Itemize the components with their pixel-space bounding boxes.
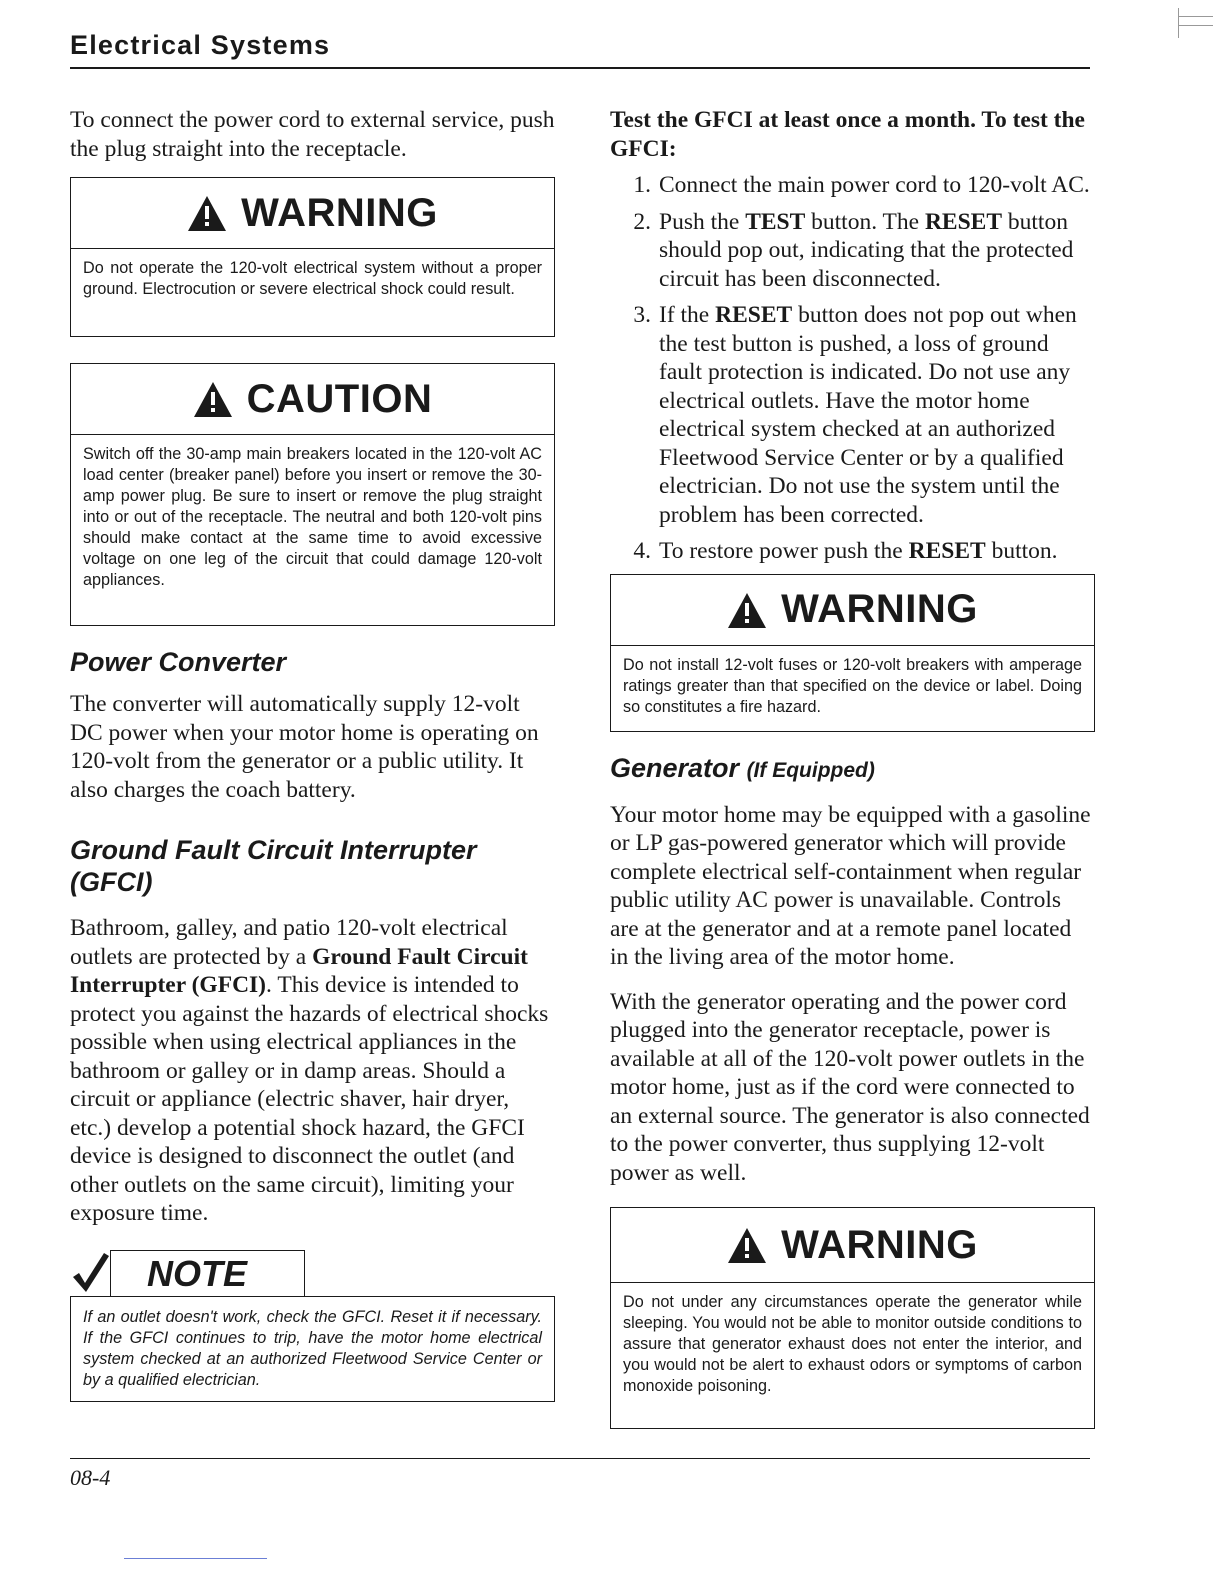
caution-text: Switch off the 30-amp main breakers located in the 120-volt AC load center (breaker panel) before you insert or remove the 30-amp power plug. Be sure to insert or remove the plug straight into or out of the receptacle. The neutral and both 120-volt pins should make contact at the same time to avoid excessive voltage on one leg of the circuit that could damage 120-volt appliances. [83, 445, 542, 589]
test-step [610, 537, 1095, 566]
step-text-part: If the [659, 302, 716, 328]
warning-box-header [611, 575, 1094, 646]
generator-heading-suffix: (If Equipped) [746, 758, 875, 782]
corner-mark [1178, 8, 1213, 38]
warning-box-header [71, 178, 554, 249]
warning-title: WARNING [781, 587, 978, 631]
warning-text: Do not operate the 120-volt electrical system without a proper ground. Electrocution or severe electrical shock could result. [83, 259, 542, 298]
warning-triangle-icon [193, 380, 233, 418]
note-label: NOTE [110, 1250, 305, 1296]
gfci-text-before: Bathroom, galley, and patio 120-volt electrical outlets are protected by a [70, 915, 508, 970]
step-emphasis: RESET [908, 538, 986, 564]
gfci-heading: Ground Fault Circuit Interrupter (GFCI) [70, 835, 477, 897]
caution-box [70, 363, 555, 626]
step-text [659, 537, 1095, 566]
step-number: 1. [633, 172, 651, 198]
right-column [610, 106, 1095, 1429]
step-emphasis: RESET [715, 302, 793, 328]
test-steps-list [610, 171, 1095, 566]
intro-paragraph: To connect the power cord to external service, push the plug straight into the receptacle. [70, 107, 555, 162]
warning-title: WARNING [781, 1222, 978, 1267]
warning-box-header [611, 1208, 1094, 1283]
step-text-part: button. [985, 538, 1058, 564]
caution-title: CAUTION [246, 376, 433, 421]
generator-heading-main: Generator [610, 752, 740, 783]
footer-rule [70, 1458, 1090, 1459]
scan-artifact-line [124, 1558, 267, 1559]
note-header [70, 1248, 555, 1296]
test-step [610, 301, 1095, 529]
header-rule [70, 67, 1090, 69]
caution-box-header [71, 364, 554, 435]
test-step [610, 171, 1095, 200]
generator-paragraph-1: Your motor home may be equipped with a gasoline or LP gas-powered generator which will provide complete electrical self-containment when regular public utility AC power is unavailable. Controls are at the generator and at a remote panel located in the living area of the motor home. [610, 801, 1091, 970]
power-converter-heading: Power Converter [70, 647, 287, 677]
warning-box-ground [70, 177, 555, 337]
step-number: 2. [633, 208, 651, 235]
generator-heading [610, 752, 1095, 787]
step-emphasis: TEST [745, 208, 806, 235]
warning-box-generator [610, 1207, 1095, 1429]
step-text-part: button should pop out, indicating that the protected circuit has been disconnected. [659, 208, 1074, 292]
gfci-paragraph [70, 914, 555, 1228]
generator-paragraph-2: With the generator operating and the power cord plugged into the generator receptacle, power is available at all of the 120-volt power outlets in the motor home, just as if the cord were connected to an external source. The generator is also connected to the power converter, thus supplying 12-volt power as well. [610, 988, 1090, 1186]
warning-box-fuses [610, 574, 1095, 732]
gfci-text-after: . This device is intended to protect you against the hazards of electrical shocks possible when using electrical appliances in the bathroom or galley or in damp areas. Should a circuit or appliance (electric shaver, hair dryer, etc.) develop a potential shock hazard, the GFCI device is designed to disconnect the outlet (and other outlets on the same circuit), limiting your exposure time. [70, 972, 549, 1226]
step-text [659, 208, 1095, 294]
checkmark-icon [70, 1250, 110, 1296]
step-text-part: button. The [805, 208, 925, 235]
page-title: Electrical Systems [70, 30, 331, 60]
warning-triangle-icon [727, 1226, 767, 1264]
step-text [659, 171, 1095, 200]
warning-text: Do not under any circumstances operate the generator while sleeping. You would not be able to monitor outside conditions to assure that generator exhaust does not enter the interior, and you would not be alert to exhaust odors or symptoms of carbon monoxide poisoning. [623, 1293, 1082, 1395]
step-text-part: To restore power push the [659, 538, 909, 564]
left-column [70, 106, 555, 1402]
step-number: 3. [633, 302, 651, 328]
power-converter-paragraph: The converter will automatically supply 12-volt DC power when your motor home is operating on 120-volt from the generator or a public utility. It also charges the coach battery. [70, 691, 539, 803]
warning-triangle-icon [187, 194, 227, 232]
gfci-text-bold: Ground Fault Circuit Interrupter (GFCI) [70, 943, 528, 998]
warning-text: Do not install 12-volt fuses or 120-volt breakers with amperage ratings greater than that specified on the device or label. Doing so constitutes a fire hazard. [623, 655, 1082, 716]
step-text-part: button does not pop out when the test button is pushed, a loss of ground fault protection is indicated. Do not use any electrical outlets. Have the motor home electrical system checked at an authorized Fleetwood Service Center or by a qualified electrician. Do not use the system until the problem has been corrected. [659, 302, 1077, 528]
step-number: 4. [633, 538, 651, 564]
warning-triangle-icon [727, 591, 767, 629]
test-step [610, 208, 1095, 294]
step-text [659, 301, 1095, 529]
page-number: 08-4 [70, 1465, 111, 1490]
step-text-part: Connect the main power cord to 120-volt AC. [659, 172, 1090, 198]
step-emphasis: RESET [924, 208, 1003, 235]
step-text-part: Push the [659, 208, 746, 235]
warning-title: WARNING [241, 190, 438, 235]
note-text: If an outlet doesn't work, check the GFCI. Reset it if necessary. If the GFCI continues to trip, have the motor home electrical system checked at an authorized Fleetwood Service Center or by a qualified electrician. [70, 1296, 555, 1402]
test-gfci-heading: Test the GFCI at least once a month. To test the GFCI: [610, 107, 1085, 162]
